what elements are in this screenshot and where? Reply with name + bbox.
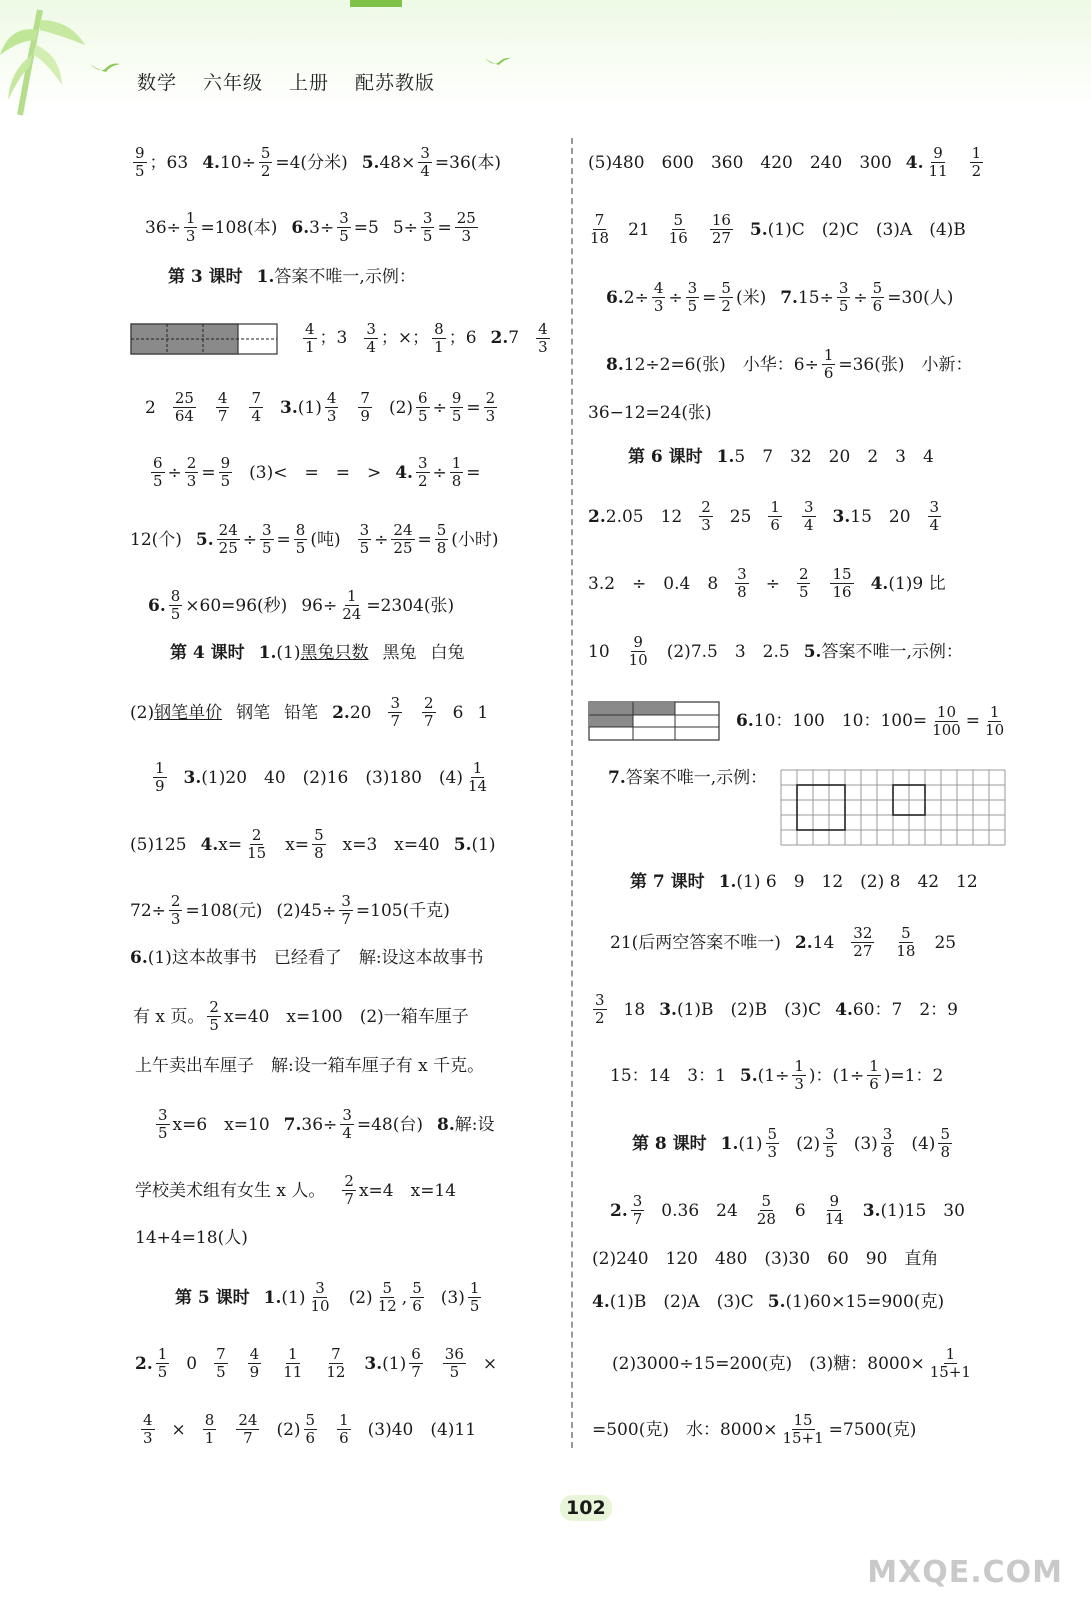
- answer-line: $\frac{1}{9}$ 3. (1)20 40 (2)16 (3)180 (4) $\frac{1}{14}$: [155, 759, 488, 795]
- answer-line: 21(后两空答案不唯一) 2. 14 $\frac{32}{27}$ $\frac{5}{18}$ 25: [610, 924, 957, 960]
- answer-line: 14+4=18(人): [135, 1228, 248, 1248]
- shaded-bar-diagram: [130, 318, 278, 358]
- section-heading: 第 8 课时 1. (1) $\frac{5}{3}$ (2) $\frac{3}{5}$ (3) $\frac{3}{8}$ (4) $\frac{5}{8}$: [632, 1125, 950, 1161]
- fraction: $\frac{9}{5}$: [135, 144, 145, 180]
- header-volume: 上册: [289, 72, 330, 94]
- section-heading: 第 5 课时 1. (1) $\frac{3}{10}$ (2) $\frac{5}{12}$ , $\frac{5}{6}$ (3) $\frac{1}{5}$: [175, 1279, 480, 1315]
- answer-line: 7. 答案不唯一,示例：: [608, 768, 768, 788]
- column-divider: [571, 138, 573, 1448]
- header-edition: 配苏教版: [355, 72, 436, 94]
- square-grid-diagram: [780, 769, 1006, 847]
- answer-line: 6. (1)这本故事书 已经看了 解:设这本故事书: [130, 948, 484, 968]
- answer-line: (2)3000÷15=200(克) (3)糖：8000× $\frac{1}{15+1}$: [612, 1345, 971, 1381]
- answer-line: $\frac{4}{1}$ ；3 $\frac{3}{4}$ ；×； $\frac{8}{1}$ ；6 2. 7 $\frac{4}{3}$: [130, 318, 553, 358]
- answer-line: 学校美术组有女生 x 人。 $\frac{2}{7}$ x=4 x=14: [135, 1172, 457, 1208]
- answer-line: $\frac{3}{5}$ x=6 x=10 7. 36÷ $\frac{3}{4}$ =48(台) 8. 解:设: [158, 1106, 495, 1142]
- answer-line: 3.2 ÷ 0.4 8 $\frac{3}{8}$ ÷ $\frac{2}{5}$ $\frac{15}{16}$ 4. (1)9 比: [588, 565, 946, 601]
- section-heading: 第 6 课时 1. 5 7 32 20 2 3 4: [628, 447, 934, 467]
- answer-line: 2. $\frac{3}{7}$ 0.36 24 $\frac{5}{28}$ 6 $\frac{9}{14}$ 3. (1)15 30: [610, 1192, 965, 1228]
- answer-line: 8. 12÷2=6(张) 小华：6÷ $\frac{1}{6}$ =36(张) 小新：: [606, 346, 973, 382]
- answer-line: (2)240 120 480 (3)30 60 90 直角: [592, 1249, 939, 1269]
- shaded-grid-diagram: [588, 700, 720, 742]
- header-grade: 六年级: [203, 72, 264, 94]
- answer-line: 2 $\frac{25}{64}$ $\frac{4}{7}$ $\frac{7}{4}$ 3. (1) $\frac{4}{3}$ $\frac{7}{9}$ (2) $\frac{6}{5}$ ÷ $\frac{9}{5}$ = $\frac{2}{3}$: [145, 389, 496, 425]
- answer-line: 36÷ $\frac{1}{3}$ =108(本) 6. 3÷ $\frac{3}{5}$ =5 5÷ $\frac{3}{5}$ = $\frac{25}{3}$: [145, 209, 476, 245]
- bird-icon-right: [485, 55, 511, 69]
- answer-line: $\frac{7}{18}$ 21 $\frac{5}{16}$ $\frac{16}{27}$ 5. (1)C (2)C (3)A (4)B: [590, 211, 966, 247]
- answer-line: (5)125 4. x= $\frac{2}{15}$ x= $\frac{5}{8}$ x=3 x=40 5. (1): [130, 826, 496, 862]
- answer-line: 6. 10：100 10：100= $\frac{10}{100}$ = $\frac{1}{10}$: [588, 700, 1009, 742]
- answer-line: 36−12=24(张): [588, 403, 712, 423]
- answer-line: 6. 2÷ $\frac{4}{3}$ ÷ $\frac{3}{5}$ = $\frac{5}{2}$ (米) 7. 15÷ $\frac{3}{5}$ ÷ $\frac{5}{6}$ =30(人): [606, 279, 954, 315]
- answer-line: 10 $\frac{9}{10}$ (2)7.5 3 2.5 5. 答案不唯一,示例：: [588, 633, 963, 669]
- answer-line: 2. 2.05 12 $\frac{2}{3}$ 25 $\frac{1}{6}$ $\frac{3}{4}$ 3. 15 20 $\frac{3}{4}$: [588, 498, 940, 534]
- page-number: 102: [560, 1495, 612, 1521]
- answer-line: =500(克) 水：8000× $\frac{15}{15+1}$ =7500(克): [592, 1411, 917, 1447]
- header-title: [137, 68, 435, 95]
- answer-line: 12(个) 5. $\frac{24}{25}$ ÷ $\frac{3}{5}$ = $\frac{8}{5}$ (吨) $\frac{3}{5}$ ÷ $\frac{24}{25}$ = $\frac{5}{8}$ (小时): [130, 521, 499, 557]
- header-subject: 数学: [137, 72, 178, 94]
- watermark: MXQE.COM: [867, 1555, 1063, 1590]
- answer-line: 6. $\frac{8}{5}$ ×60=96(秒) 96÷ $\frac{1}{24}$ =2304(张): [148, 587, 455, 623]
- answer-line: $\frac{4}{3}$ × $\frac{8}{1}$ $\frac{24}{7}$ (2) $\frac{5}{6}$ $\frac{1}{6}$ (3)40 (4)11: [143, 1411, 477, 1447]
- header-band: [0, 0, 1091, 110]
- answer-line: $\frac{6}{5}$ ÷ $\frac{2}{3}$ = $\frac{9}{5}$ (3)< = = > 4. $\frac{3}{2}$ ÷ $\frac{1}{8}$ =: [153, 454, 481, 490]
- bird-icon: [90, 60, 120, 76]
- section-heading: 第 7 课时 1. (1) 6 9 12 (2) 8 42 12: [630, 872, 978, 892]
- section-heading: 第 3 课时 1. 答案不唯一,示例：: [168, 267, 416, 287]
- answer-line: (2) 钢笔单价 钢笔 铅笔 2. 20 $\frac{3}{7}$ $\frac{2}{7}$ 6 1: [130, 694, 489, 730]
- answer-line: (5)480 600 360 420 240 300 4. $\frac{9}{11}$ $\frac{1}{2}$: [588, 144, 982, 180]
- answer-line: 15：14 3：1 5. (1÷ $\frac{1}{3}$ )：(1÷ $\frac{1}{6}$ )=1：2: [610, 1057, 944, 1093]
- section-heading: 第 4 课时 1. (1) 黑兔只数 黑兔 白兔: [170, 643, 465, 663]
- answer-line: 有 x 页。 $\frac{2}{5}$ x=40 x=100 (2)一箱车厘子: [133, 998, 469, 1034]
- answer-line: $\frac{9}{5}$ ；63 4. 10÷ $\frac{5}{2}$ =4(分米) 5. 48× $\frac{3}{4}$ =36(本): [135, 144, 502, 180]
- answer-line: 上午卖出车厘子 解:设一箱车厘子有 x 千克。: [135, 1056, 485, 1076]
- answer-line: $\frac{3}{2}$ 18 3. (1)B (2)B (3)C 4. 60：7 2：9: [595, 991, 959, 1027]
- answer-line: 72÷ $\frac{2}{3}$ =108(元) (2)45÷ $\frac{3}{7}$ =105(千克): [130, 892, 450, 928]
- answer-line: 2. $\frac{1}{5}$ 0 $\frac{7}{5}$ $\frac{4}{9}$ $\frac{1}{11}$ $\frac{7}{12}$ 3. (1) $\frac{6}{7}$ $\frac{36}{5}$ ×: [135, 1345, 498, 1381]
- header-accent-bar: [350, 0, 402, 7]
- answer-line: 4. (1)B (2)A (3)C 5. (1)60×15=900(克): [592, 1292, 945, 1312]
